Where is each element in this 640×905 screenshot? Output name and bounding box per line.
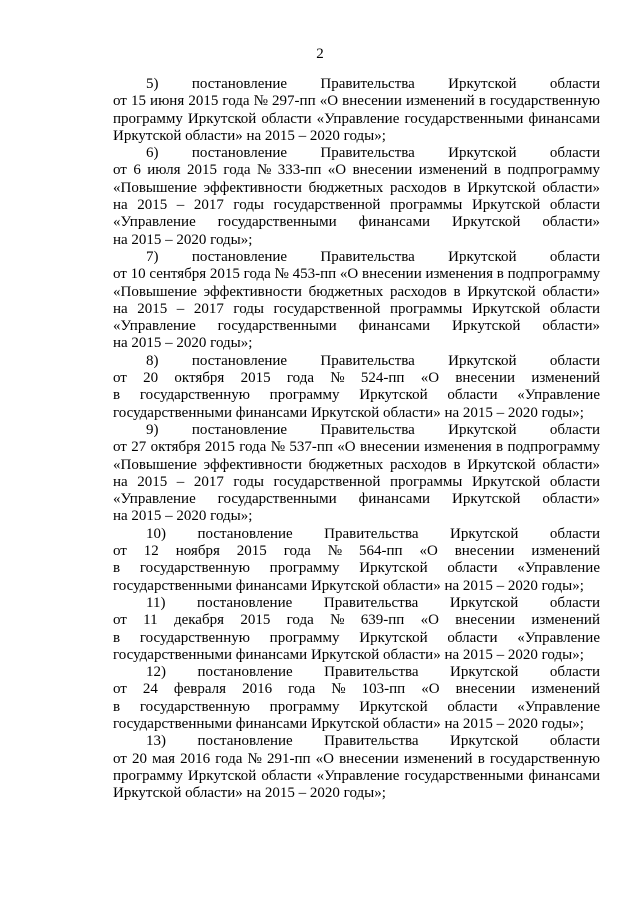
text-line: «Управление государственными финансами Иркутской области» xyxy=(113,318,600,335)
text-line: Иркутской области» на 2015 – 2020 годы»; xyxy=(113,785,386,802)
text-line: на 2015 – 2017 годы государственной программы Иркутской области xyxy=(113,473,600,490)
document-body xyxy=(113,76,600,802)
list-item xyxy=(113,76,600,145)
list-item xyxy=(113,595,600,664)
list-item xyxy=(113,526,600,595)
text-line: 11) постановление Правительства Иркутской области xyxy=(146,594,600,611)
text-line: от 20 октября 2015 года № 524-пп «О внесении изменений xyxy=(113,370,600,387)
text-line: «Управление государственными финансами Иркутской области» xyxy=(113,214,600,231)
text-line: государственными финансами Иркутской области» на 2015 – 2020 годы»; xyxy=(113,404,584,421)
list-item xyxy=(113,145,600,249)
text-line: в государственную программу Иркутской области «Управление xyxy=(113,560,600,577)
list-item xyxy=(113,353,600,422)
text-line: «Управление государственными финансами Иркутской области» xyxy=(113,491,600,508)
text-line: на 2015 – 2017 годы государственной программы Иркутской области xyxy=(113,197,600,214)
text-line: программу Иркутской области «Управление государственными финансами xyxy=(113,110,600,127)
text-line: 7) постановление Правительства Иркутской области xyxy=(146,248,600,265)
list-item xyxy=(113,249,600,353)
text-line: 6) постановление Правительства Иркутской области xyxy=(146,145,600,162)
text-line: 8) постановление Правительства Иркутской области xyxy=(146,352,600,369)
text-line: программу Иркутской области «Управление государственными финансами xyxy=(113,767,600,784)
text-line: от 10 сентября 2015 года № 453-пп «О внесении изменения в подпрограмму xyxy=(113,266,601,283)
text-line: на 2015 – 2020 годы»; xyxy=(113,335,253,352)
text-line: Иркутской области» на 2015 – 2020 годы»; xyxy=(113,127,386,144)
text-line: в государственную программу Иркутской области «Управление xyxy=(113,387,600,404)
text-line: «Повышение эффективности бюджетных расходов в Иркутской области» xyxy=(113,283,600,300)
text-line: от 11 декабря 2015 года № 639-пп «О внесении изменений xyxy=(113,612,600,629)
text-line: 12) постановление Правительства Иркутской области xyxy=(146,664,600,681)
text-line: в государственную программу Иркутской области «Управление xyxy=(113,698,600,715)
list-item xyxy=(113,664,600,733)
page-number: 2 xyxy=(316,46,324,62)
text-line: государственными финансами Иркутской области» на 2015 – 2020 годы»; xyxy=(113,715,584,732)
text-line: государственными финансами Иркутской области» на 2015 – 2020 годы»; xyxy=(113,577,584,594)
text-line: на 2015 – 2020 годы»; xyxy=(113,231,253,248)
text-line: 13) постановление Правительства Иркутской области xyxy=(146,733,600,750)
text-line: 10) постановление Правительства Иркутской области xyxy=(146,525,600,542)
text-line: «Повышение эффективности бюджетных расходов в Иркутской области» xyxy=(113,179,600,196)
text-line: от 6 июля 2015 года № 333-пп «О внесении изменений в подпрограмму xyxy=(113,162,600,179)
text-line: от 27 октября 2015 года № 537-пп «О внесении изменения в подпрограмму xyxy=(113,439,600,456)
text-line: от 15 июня 2015 года № 297-пп «О внесении изменений в государственную xyxy=(113,93,600,110)
text-line: от 24 февраля 2016 года № 103-пп «О внесении изменений xyxy=(113,681,600,698)
text-line: от 12 ноября 2015 года № 564-пп «О внесении изменений xyxy=(113,543,600,560)
text-line: 5) постановление Правительства Иркутской области xyxy=(146,76,600,92)
text-line: государственными финансами Иркутской области» на 2015 – 2020 годы»; xyxy=(113,646,584,663)
text-line: в государственную программу Иркутской области «Управление xyxy=(113,629,600,646)
text-line: на 2015 – 2020 годы»; xyxy=(113,508,253,525)
text-line: на 2015 – 2017 годы государственной программы Иркутской области xyxy=(113,300,600,317)
text-line: от 20 мая 2016 года № 291-пп «О внесении изменений в государственную xyxy=(113,750,600,767)
list-item xyxy=(113,422,600,526)
list-item xyxy=(113,733,600,802)
text-line: 9) постановление Правительства Иркутской области xyxy=(146,421,600,438)
text-line: «Повышение эффективности бюджетных расходов в Иркутской области» xyxy=(113,456,600,473)
